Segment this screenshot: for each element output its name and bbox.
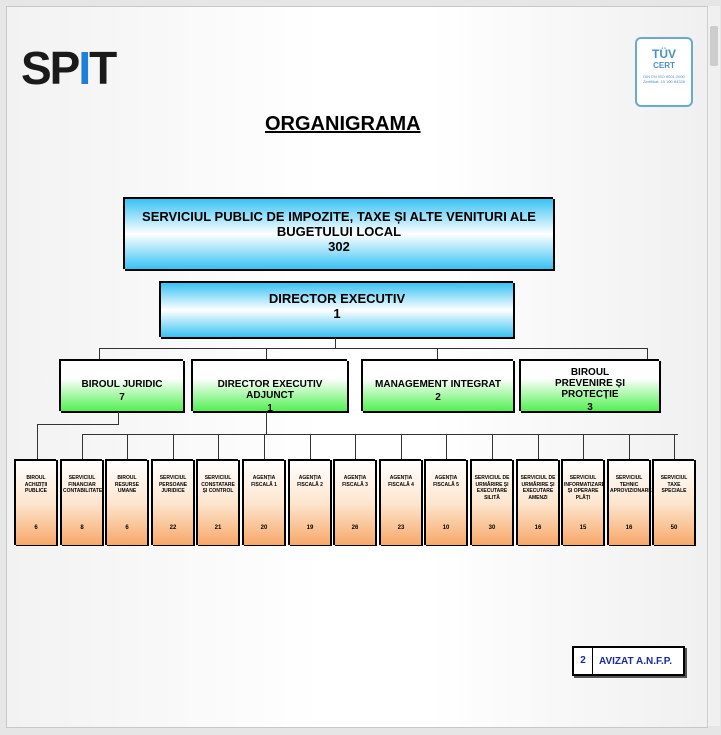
vertical-scrollbar[interactable] xyxy=(707,6,720,726)
connector xyxy=(310,434,311,459)
connector xyxy=(629,434,630,459)
level3-box xyxy=(652,459,694,545)
tuv-cert-logo xyxy=(635,37,693,107)
connector xyxy=(82,434,83,459)
level3-label: AGENȚIA FISCALĂ 4 xyxy=(388,475,414,488)
level3-box xyxy=(561,459,606,545)
scrollbar-thumb[interactable] xyxy=(710,26,718,66)
level3-count: 16 xyxy=(534,525,542,531)
level2-box xyxy=(519,359,659,411)
connector xyxy=(266,348,267,359)
level2-count: 1 xyxy=(267,403,273,414)
level3-label: SERVICIUL PERSOANE JURIDICE xyxy=(158,475,188,494)
connector xyxy=(127,434,128,459)
director-count: 1 xyxy=(333,306,341,321)
level3-label: AGENȚIA FISCALĂ 3 xyxy=(342,475,368,488)
connector xyxy=(99,348,100,359)
level3-box xyxy=(424,459,466,545)
top-unit-line1: SERVICIUL PUBLIC DE IMPOZITE, TAXE ȘI ALTE VENITURI ALE xyxy=(142,209,536,224)
level3-box xyxy=(470,459,512,545)
level3-box xyxy=(105,459,147,545)
level3-count: 21 xyxy=(214,525,222,531)
level2-label: DIRECTOR EXECUTIV ADJUNCT xyxy=(217,379,323,401)
connector xyxy=(437,348,438,359)
top-unit-count: 302 xyxy=(328,239,350,254)
connector xyxy=(401,434,402,459)
level3-count: 15 xyxy=(579,525,587,531)
level3-count: 19 xyxy=(306,525,314,531)
level3-label: BIROUL RESURSE UMANE xyxy=(114,475,140,494)
cert-line1: DIN EN ISO 9001:2000 xyxy=(643,74,685,79)
connector xyxy=(99,348,647,349)
level3-box xyxy=(60,459,102,545)
level3-count: 16 xyxy=(625,525,633,531)
level3-count: 50 xyxy=(670,525,678,531)
level3-label: AGENȚIA FISCALĂ 2 xyxy=(297,475,323,488)
page-title: ORGANIGRAMA xyxy=(265,113,421,135)
level2-label: BIROUL PREVENIRE ȘI PROTECȚIE xyxy=(554,367,626,400)
level2-count: 2 xyxy=(435,392,441,403)
level3-count: 22 xyxy=(169,525,177,531)
level3-box xyxy=(333,459,375,545)
connector xyxy=(355,434,356,459)
level3-count: 10 xyxy=(442,525,450,531)
connector xyxy=(173,434,174,459)
avizat-label: AVIZAT A.N.F.P. xyxy=(599,655,672,667)
level2-box xyxy=(59,359,183,411)
connector xyxy=(492,434,493,459)
level3-label: SERVICIUL TAXE SPECIALE xyxy=(660,475,688,494)
level3-label: SERVICIUL INFORMATIZARE ȘI OPERARE PLĂȚI xyxy=(564,475,606,501)
level3-count: 8 xyxy=(80,525,84,531)
level2-label: MANAGEMENT INTEGRAT xyxy=(375,379,501,390)
level2-count: 3 xyxy=(587,402,593,413)
connector xyxy=(118,412,119,425)
top-unit-box xyxy=(123,197,553,269)
connector xyxy=(266,412,267,434)
top-unit-line2: BUGETULUI LOCAL xyxy=(276,224,402,239)
level3-box xyxy=(151,459,193,545)
level3-count: 6 xyxy=(34,525,38,531)
level2-box xyxy=(191,359,347,414)
connector xyxy=(674,434,675,459)
level2-count: 7 xyxy=(119,392,125,403)
connector xyxy=(538,434,539,459)
level3-label: SERVICIUL DE URMĂRIRE ȘI EXECUTARE AMENZI xyxy=(520,475,556,501)
level3-box xyxy=(288,459,330,545)
level3-count: 26 xyxy=(351,525,359,531)
avizat-number: 2 xyxy=(574,648,593,674)
level3-count: 20 xyxy=(260,525,268,531)
level3-box xyxy=(14,459,56,545)
cert-line2: Zertifikat: 15 100 84326 xyxy=(642,79,686,84)
connector xyxy=(583,434,584,459)
level3-box xyxy=(196,459,238,545)
cert-name: TÜV xyxy=(652,47,676,61)
level3-label: SERVICIUL CONSTATARE ȘI CONTROL xyxy=(201,475,235,494)
level3-count: 6 xyxy=(125,525,129,531)
connector xyxy=(264,434,265,459)
cert-sub: CERT xyxy=(653,61,675,70)
connector xyxy=(218,434,219,459)
director-label: DIRECTOR EXECUTIV xyxy=(268,291,406,306)
avizat-box xyxy=(572,646,685,676)
level3-box xyxy=(607,459,652,545)
director-box xyxy=(159,281,513,337)
connector xyxy=(647,348,648,359)
connector xyxy=(335,338,336,348)
level3-label: AGENȚIA FISCALĂ 1 xyxy=(251,475,277,488)
level3-box xyxy=(379,459,421,545)
level3-label: BIROUL ACHIZIȚII PUBLICE xyxy=(24,475,48,494)
level3-label: SERVICIUL DE URMĂRIRE ȘI EXECUTARE SILITĂ xyxy=(474,475,510,501)
level3-label: SERVICIUL TEHNIC APROVIZIONARE xyxy=(610,475,652,494)
connector xyxy=(37,424,38,459)
slide-canvas xyxy=(6,6,708,728)
spit-logo: SPIT xyxy=(21,42,116,94)
connector xyxy=(446,434,447,459)
level3-label: AGENȚIA FISCALĂ 5 xyxy=(433,475,459,488)
connector xyxy=(37,424,118,425)
level2-box xyxy=(361,359,513,411)
level2-label: BIROUL JURIDIC xyxy=(81,379,163,390)
level3-count: 23 xyxy=(397,525,405,531)
level3-label: SERVICIUL FINANCIAR CONTABILITATE xyxy=(63,475,103,494)
level3-box xyxy=(516,459,558,545)
level3-count: 30 xyxy=(488,525,496,531)
level3-box xyxy=(242,459,284,545)
